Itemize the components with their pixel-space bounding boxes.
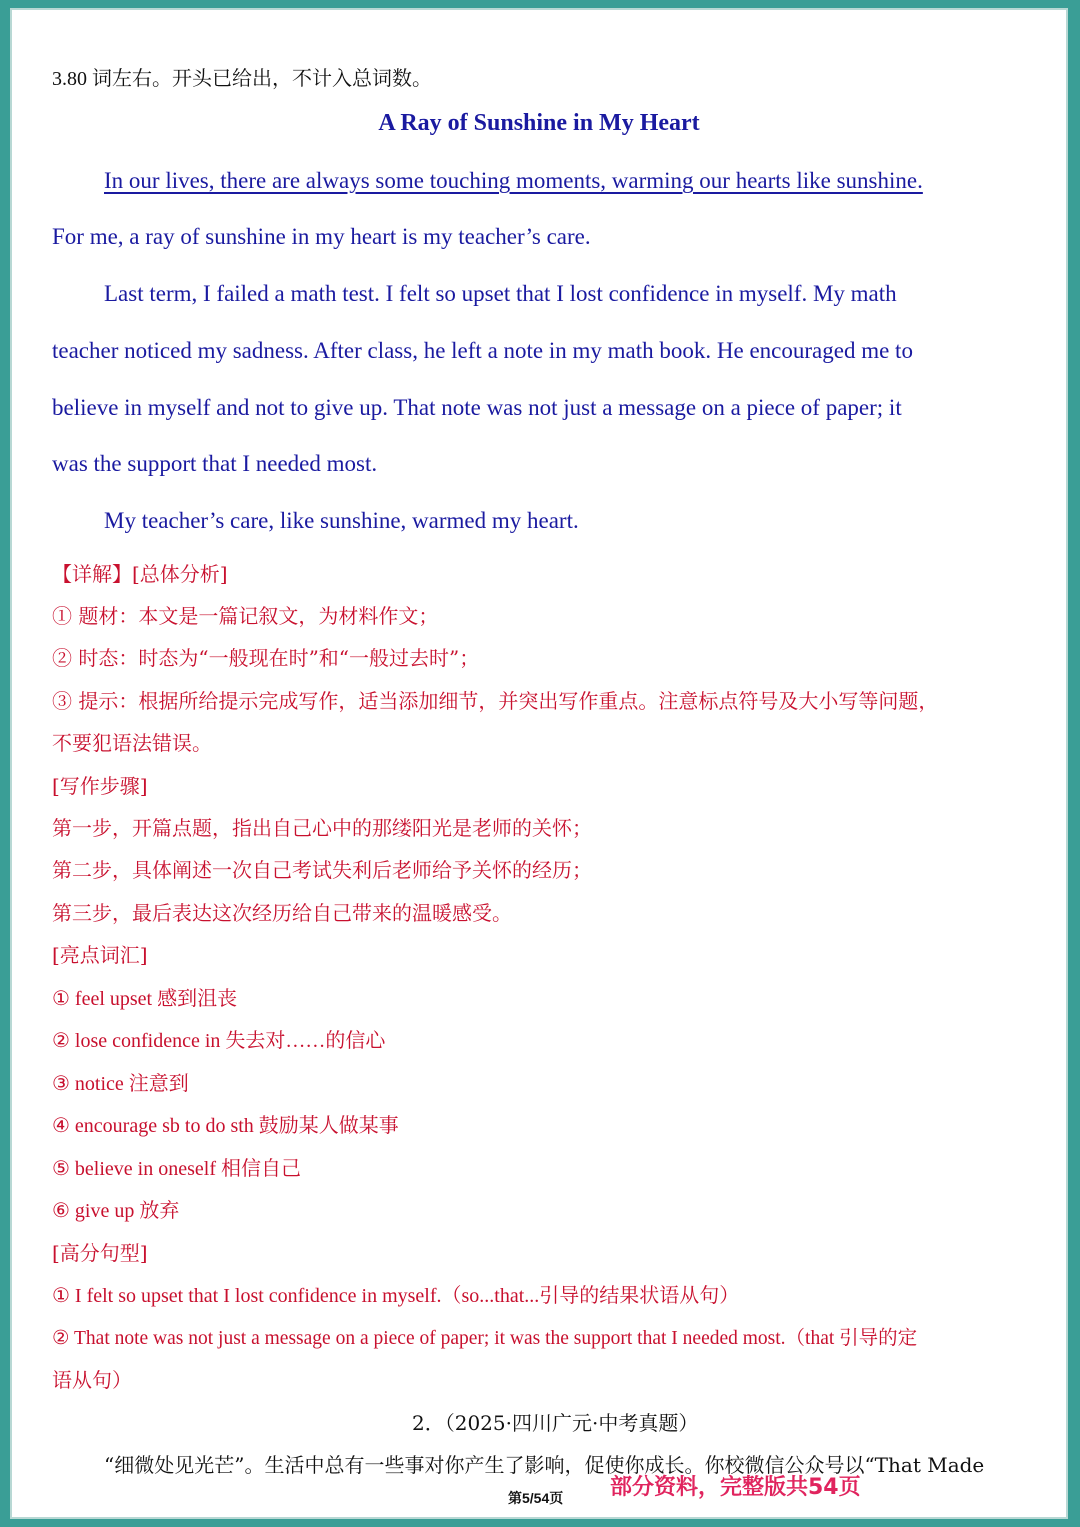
promo-watermark: 部分资料，完整版共54页 <box>610 1475 861 1500</box>
essay-title: A Ray of Sunshine in My Heart <box>378 110 700 136</box>
document-page <box>10 8 1068 1519</box>
analysis-heading: 【详解】[总体分析] <box>52 562 228 586</box>
essay-line: For me, a ray of sunshine in my heart is my teacher’s care. <box>52 224 591 249</box>
question-number: 2．（2025·四川广元·中考真题） <box>412 1411 699 1435</box>
vocab-heading: [亮点词汇] <box>52 943 148 967</box>
analysis-item: ③ 提示：根据所给提示完成写作，适当添加细节，并突出写作重点。注意标点符号及大小写等问题， <box>52 689 939 713</box>
steps-heading: [写作步骤] <box>52 774 148 798</box>
vocab-item: ⑥ give up 放弃 <box>52 1200 180 1222</box>
essay-line: My teacher’s care, like sunshine, warmed my heart. <box>104 508 579 533</box>
vocab-item: ③ notice 注意到 <box>52 1073 189 1095</box>
sentences-heading: [高分句型] <box>52 1241 148 1265</box>
essay-line: Last term, I failed a math test. I felt so upset that I lost confidence in myself. My math <box>104 281 897 306</box>
sentence-item: ① I felt so upset that I lost confidence in myself.（so...that...引导的结果状语从句） <box>52 1285 740 1307</box>
analysis-item: ② 时态：时态为“一般现在时”和“一般过去时”； <box>52 646 480 670</box>
vocab-item: ① feel upset 感到沮丧 <box>52 988 238 1010</box>
page-number: 第5/54页 <box>508 1490 564 1506</box>
question-prompt: “细微处见光芒”。生活中总有一些事对你产生了影响，促使你成长。你校微信公众号以“That Made <box>104 1453 985 1477</box>
step-item: 第二步，具体阐述一次自己考试失利后老师给予关怀的经历； <box>52 858 592 882</box>
vocab-item: ④ encourage sb to do sth 鼓励某人做某事 <box>52 1115 399 1137</box>
essay-line: teacher noticed my sadness. After class, he left a note in my math book. He encouraged me to <box>52 338 913 363</box>
essay-line: believe in myself and not to give up. That note was not just a message on a piece of paper; it <box>52 395 902 420</box>
step-item: 第一步，开篇点题，指出自己心中的那缕阳光是老师的关怀； <box>52 816 592 840</box>
word-count-requirement: 3.80 词左右。开头已给出，不计入总词数。 <box>52 68 432 90</box>
sentence-item: ② That note was not just a message on a piece of paper; it was the support that I needed most.（that 引导的定 <box>52 1328 918 1349</box>
sentence-item: 语从句） <box>52 1368 132 1392</box>
essay-opening-given: In our lives, there are always some touching moments, warming our hearts like sunshine. <box>104 168 923 193</box>
step-item: 第三步，最后表达这次经历给自己带来的温暖感受。 <box>52 901 512 925</box>
essay-line: was the support that I needed most. <box>52 451 378 476</box>
analysis-item: 不要犯语法错误。 <box>52 731 212 755</box>
vocab-item: ⑤ believe in oneself 相信自己 <box>52 1158 301 1180</box>
analysis-item: ① 题材：本文是一篇记叙文，为材料作文； <box>52 604 439 628</box>
vocab-item: ② lose confidence in 失去对……的信心 <box>52 1030 386 1052</box>
